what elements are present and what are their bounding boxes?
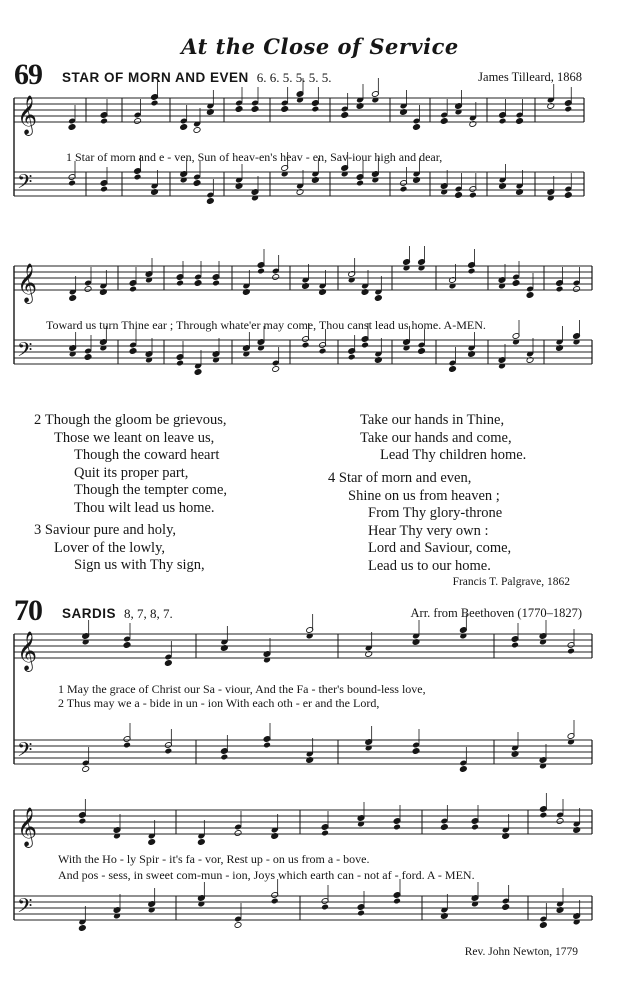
note-head [194,369,202,376]
bass-clef-icon: 𝄢 [17,738,33,766]
note-head [151,100,159,107]
note-head [271,898,279,905]
lyric-line: And pos - sess, in sweet com-mun - ion, Joys which earth can - not af - ford. A - MEN. [58,868,475,882]
hymn-composer: Arr. from Beethoven (1770–1827) [410,606,582,620]
note-head [412,748,420,755]
lyric-line: 1 May the grace of Christ our Sa - viour, And the Fa - ther's bound-less love, [58,682,426,696]
note-head [321,904,329,911]
note-head [176,360,184,367]
note-head [123,742,131,749]
note-head [134,174,142,181]
verse-line: Take our hands and come, [360,429,512,446]
treble-clef-icon: 𝄞 [17,95,38,135]
note-head [234,830,242,837]
verse-line: Though the coward heart [74,447,220,464]
note-head [512,280,520,287]
note-head [502,904,510,911]
verse-block [34,412,227,518]
verse-number: 4 [328,470,336,486]
hymn-number: 70 [14,594,42,627]
note-head [311,106,319,113]
verse-line: Those we leant on leave us, [54,429,215,446]
note-head [84,354,92,361]
note-head [197,839,205,846]
verse-line: Though the tempter come, [74,482,228,499]
note-head [123,642,131,649]
note-head [374,295,382,302]
note-head [68,180,76,187]
verse-line: Lead us to our home. [368,557,491,574]
note-head [212,280,220,287]
note-head [82,766,90,773]
note-head [68,124,76,131]
note-head [567,648,575,655]
bass-clef-icon: 𝄢 [17,170,33,198]
verse-block [360,412,526,465]
verse-line: Saviour pure and holy, [44,522,177,538]
note-head [319,348,327,355]
note-head [193,180,201,187]
note-head [440,824,448,831]
hymn-meter: 6. 6. 5. 5. 5. 5. [256,70,332,85]
note-head [78,818,86,825]
section-title: At the Close of Service [181,34,459,59]
verse-block [34,522,205,575]
note-head [194,280,202,287]
bass-clef-icon: 𝄢 [17,338,33,366]
note-head [455,192,463,199]
note-head [511,642,519,649]
verse-line: Quit its proper part, [74,464,189,481]
note-head [348,354,356,361]
note-head [272,366,280,373]
treble-clef-icon: 𝄞 [17,631,38,671]
note-head [235,106,243,113]
verse-line: Lead Thy children home. [380,447,527,464]
note-head [449,366,457,373]
note-head [220,754,228,761]
note-head [564,106,572,113]
hymn-author: Francis T. Palgrave, 1862 [452,576,570,588]
note-head [556,286,564,293]
note-head [69,295,77,302]
note-head [263,742,271,749]
note-head [468,268,476,275]
note-head [321,830,329,837]
note-head [100,186,108,193]
lyric-line: Toward us turn Thine ear ; Through whate'er may come, Thou canst lead us home. A-MEN. [46,318,486,332]
note-head [564,192,572,199]
note-head [469,192,477,199]
note-head [100,118,108,125]
note-head [129,286,137,293]
hymn-number: 69 [14,58,42,91]
hymn-title-text: SARDIS [62,606,117,621]
note-head [516,118,524,125]
note-head [539,812,547,819]
note-head [341,112,349,119]
bass-clef-icon: 𝄢 [17,894,33,922]
note-head [251,106,259,113]
treble-clef-icon: 𝄞 [17,807,38,847]
lyric-line: 2 Thus may we a - bide in un - ion With each oth - er and the Lord, [58,696,380,710]
note-head [180,124,188,131]
verse-line: Shine on us from heaven ; [348,487,500,504]
note-head [78,925,86,932]
note-head [129,348,137,355]
note-head [272,274,280,281]
note-head [556,818,564,825]
verse-line: Though the gloom be grievous, [44,412,227,428]
note-head [134,118,142,125]
note-head [357,910,365,917]
hymn-meter: 8, 7, 8, 7. [124,606,173,621]
note-head [573,286,581,293]
verse-number: 3 [34,522,42,538]
note-head [413,124,421,131]
note-head [302,342,310,349]
note-head [281,106,289,113]
lyric-line: 1 Star of morn and e - ven, Sun of heav-en's heav - en, Sav-iour high and dear, [66,150,443,164]
note-head [440,118,448,125]
note-head [539,922,547,929]
note-head [393,898,401,905]
note-head [193,127,201,134]
note-head [526,292,534,299]
note-head [257,268,265,275]
verse-line: Lord and Saviour, come, [368,540,512,557]
hymn-author: Rev. John Newton, 1779 [464,946,578,958]
verse-line: From Thy glory-throne [368,505,503,522]
verse-block [328,470,511,576]
verse-line: Thou wilt lead us home. [74,499,215,516]
verse-line: Lover of the lowly, [54,539,166,556]
note-head [471,824,479,831]
note-head [499,118,507,125]
verse-line: Hear Thy very own : [368,522,489,539]
verse-number: 2 [34,412,42,428]
note-head [84,286,92,293]
note-head [164,660,172,667]
hymn-title-text: STAR OF MORN AND EVEN [62,70,249,85]
note-head [234,922,242,929]
verse-line: Sign us with Thy sign, [74,557,205,574]
treble-clef-icon: 𝄞 [17,263,38,303]
note-head [206,198,214,205]
note-head [164,748,172,755]
note-head [361,342,369,349]
note-head [176,280,184,287]
note-head [356,180,364,187]
hymn-title [62,606,173,622]
note-head [148,839,156,846]
hymn-composer: James Tilleard, 1868 [478,70,582,84]
lyric-line: With the Ho - ly Spir - it's fa - vor, Rest up - on us from a - bove. [58,852,370,866]
note-head [459,766,467,773]
verse-line: Take our hands in Thine, [360,412,505,428]
note-head [418,348,426,355]
note-head [400,186,408,193]
note-head [393,824,401,831]
verse-line: Star of morn and even, [338,470,472,486]
